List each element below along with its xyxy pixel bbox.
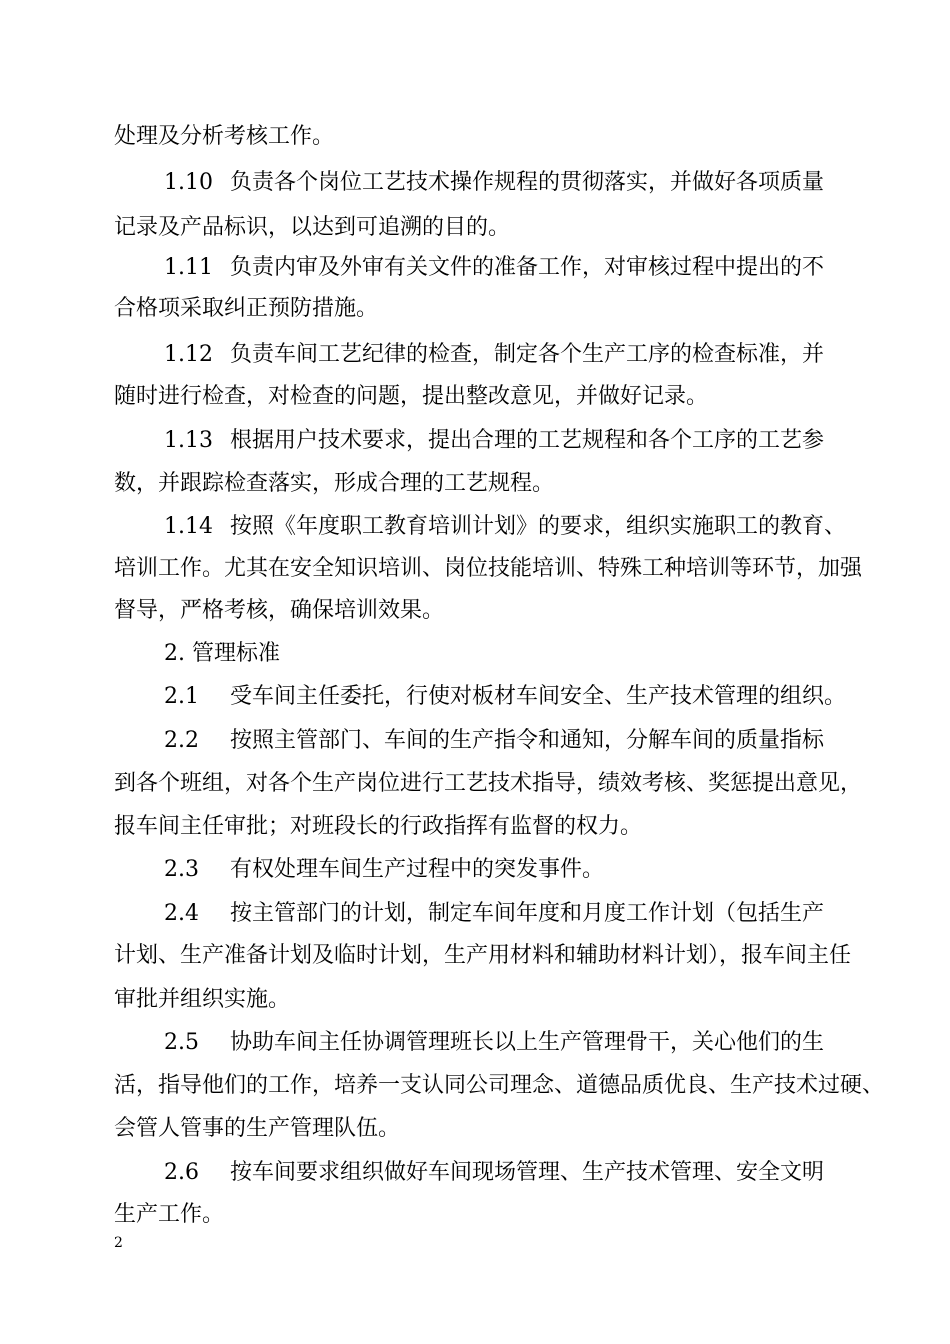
- text-line: [0, 1068, 950, 1104]
- clause-text: 受车间主任委托，行使对板材车间安全、生产技术管理的组织。: [230, 684, 847, 709]
- clause-line: [0, 165, 950, 201]
- clause-number: 1.12: [164, 342, 213, 367]
- clause-text: 按主管部门的计划，制定车间年度和月度工作计划（包括生产: [230, 901, 825, 926]
- clause-line: [0, 679, 950, 715]
- text-line: [0, 379, 950, 415]
- clause-line: [0, 250, 950, 286]
- section-title: 2. 管理标准: [164, 641, 280, 666]
- clause-text: 有权处理车间生产过程中的突发事件。: [230, 857, 605, 882]
- clause-line: [0, 896, 950, 932]
- continuation-text: 活，指导他们的工作，培养一支认同公司理念、道德品质优良、生产技术过硬、: [114, 1073, 885, 1098]
- clause-number: 2.5: [164, 1030, 199, 1055]
- clause-text: 协助车间主任协调管理班长以上生产管理骨干，关心他们的生: [230, 1030, 825, 1055]
- text-line: [0, 766, 950, 802]
- text-line: [0, 593, 950, 629]
- text-line: [0, 210, 950, 246]
- clause-text: 按照主管部门、车间的生产指令和通知，分解车间的质量指标: [230, 728, 825, 753]
- continuation-text: 会管人管事的生产管理队伍。: [114, 1116, 401, 1141]
- clause-line: [0, 852, 950, 888]
- clause-text: 负责内审及外审有关文件的准备工作，对审核过程中提出的不: [230, 255, 825, 280]
- clause-line: [0, 1155, 950, 1191]
- clause-text: 根据用户技术要求，提出合理的工艺规程和各个工序的工艺参: [230, 428, 825, 453]
- continuation-text: 到各个班组，对各个生产岗位进行工艺技术指导，绩效考核、奖惩提出意见，: [114, 771, 863, 796]
- clause-number: 1.11: [164, 255, 213, 280]
- clause-text: 按照《年度职工教育培训计划》的要求，组织实施职工的教育、: [230, 514, 847, 539]
- clause-line: [0, 337, 950, 373]
- continuation-text: 生产工作。: [114, 1202, 225, 1227]
- continuation-text: 督导，严格考核，确保培训效果。: [114, 598, 445, 623]
- text-line: [0, 466, 950, 502]
- text-line: [0, 551, 950, 587]
- continuation-text: 记录及产品标识，以达到可追溯的目的。: [114, 215, 511, 240]
- text-line: [0, 809, 950, 845]
- continuation-text: 合格项采取纠正预防措施。: [114, 296, 379, 321]
- clause-line: [0, 423, 950, 459]
- clause-number: 2.4: [164, 901, 199, 926]
- text-line: [0, 1197, 950, 1233]
- continuation-text: 培训工作。尤其在安全知识培训、岗位技能培训、特殊工种培训等环节，加强: [114, 556, 863, 581]
- clause-number: 2.3: [164, 857, 199, 882]
- clause-line: [0, 509, 950, 545]
- clause-line: [0, 1025, 950, 1061]
- clause-text: 按车间要求组织做好车间现场管理、生产技术管理、安全文明: [230, 1160, 825, 1185]
- continuation-text: 审批并组织实施。: [114, 987, 291, 1012]
- clause-line: [0, 723, 950, 759]
- clause-number: 2.2: [164, 728, 199, 753]
- text-line: [0, 982, 950, 1018]
- clause-number: 1.10: [164, 170, 213, 195]
- text-line: [0, 119, 950, 155]
- page-number: 2: [114, 1235, 123, 1251]
- text-line: [0, 291, 950, 327]
- clause-number: 1.14: [164, 514, 213, 539]
- continuation-text: 计划、生产准备计划及临时计划，生产用材料和辅助材料计划），报车间主任: [114, 943, 852, 968]
- clause-number: 1.13: [164, 428, 213, 453]
- continuation-text: 随时进行检查，对检查的问题，提出整改意见，并做好记录。: [114, 384, 709, 409]
- continuation-text: 数，并跟踪检查落实，形成合理的工艺规程。: [114, 471, 555, 496]
- section-heading: [0, 636, 950, 672]
- continuation-text: 报车间主任审批；对班段长的行政指挥有监督的权力。: [114, 814, 643, 839]
- text-line: [0, 938, 950, 974]
- clause-text: 负责各个岗位工艺技术操作规程的贯彻落实，并做好各项质量: [230, 170, 825, 195]
- clause-text: 负责车间工艺纪律的检查，制定各个生产工序的检查标准，并: [230, 342, 825, 367]
- clause-number: 2.1: [164, 684, 199, 709]
- text-line: [0, 1111, 950, 1147]
- clause-number: 2.6: [164, 1160, 199, 1185]
- continuation-text: 处理及分析考核工作。: [114, 124, 335, 149]
